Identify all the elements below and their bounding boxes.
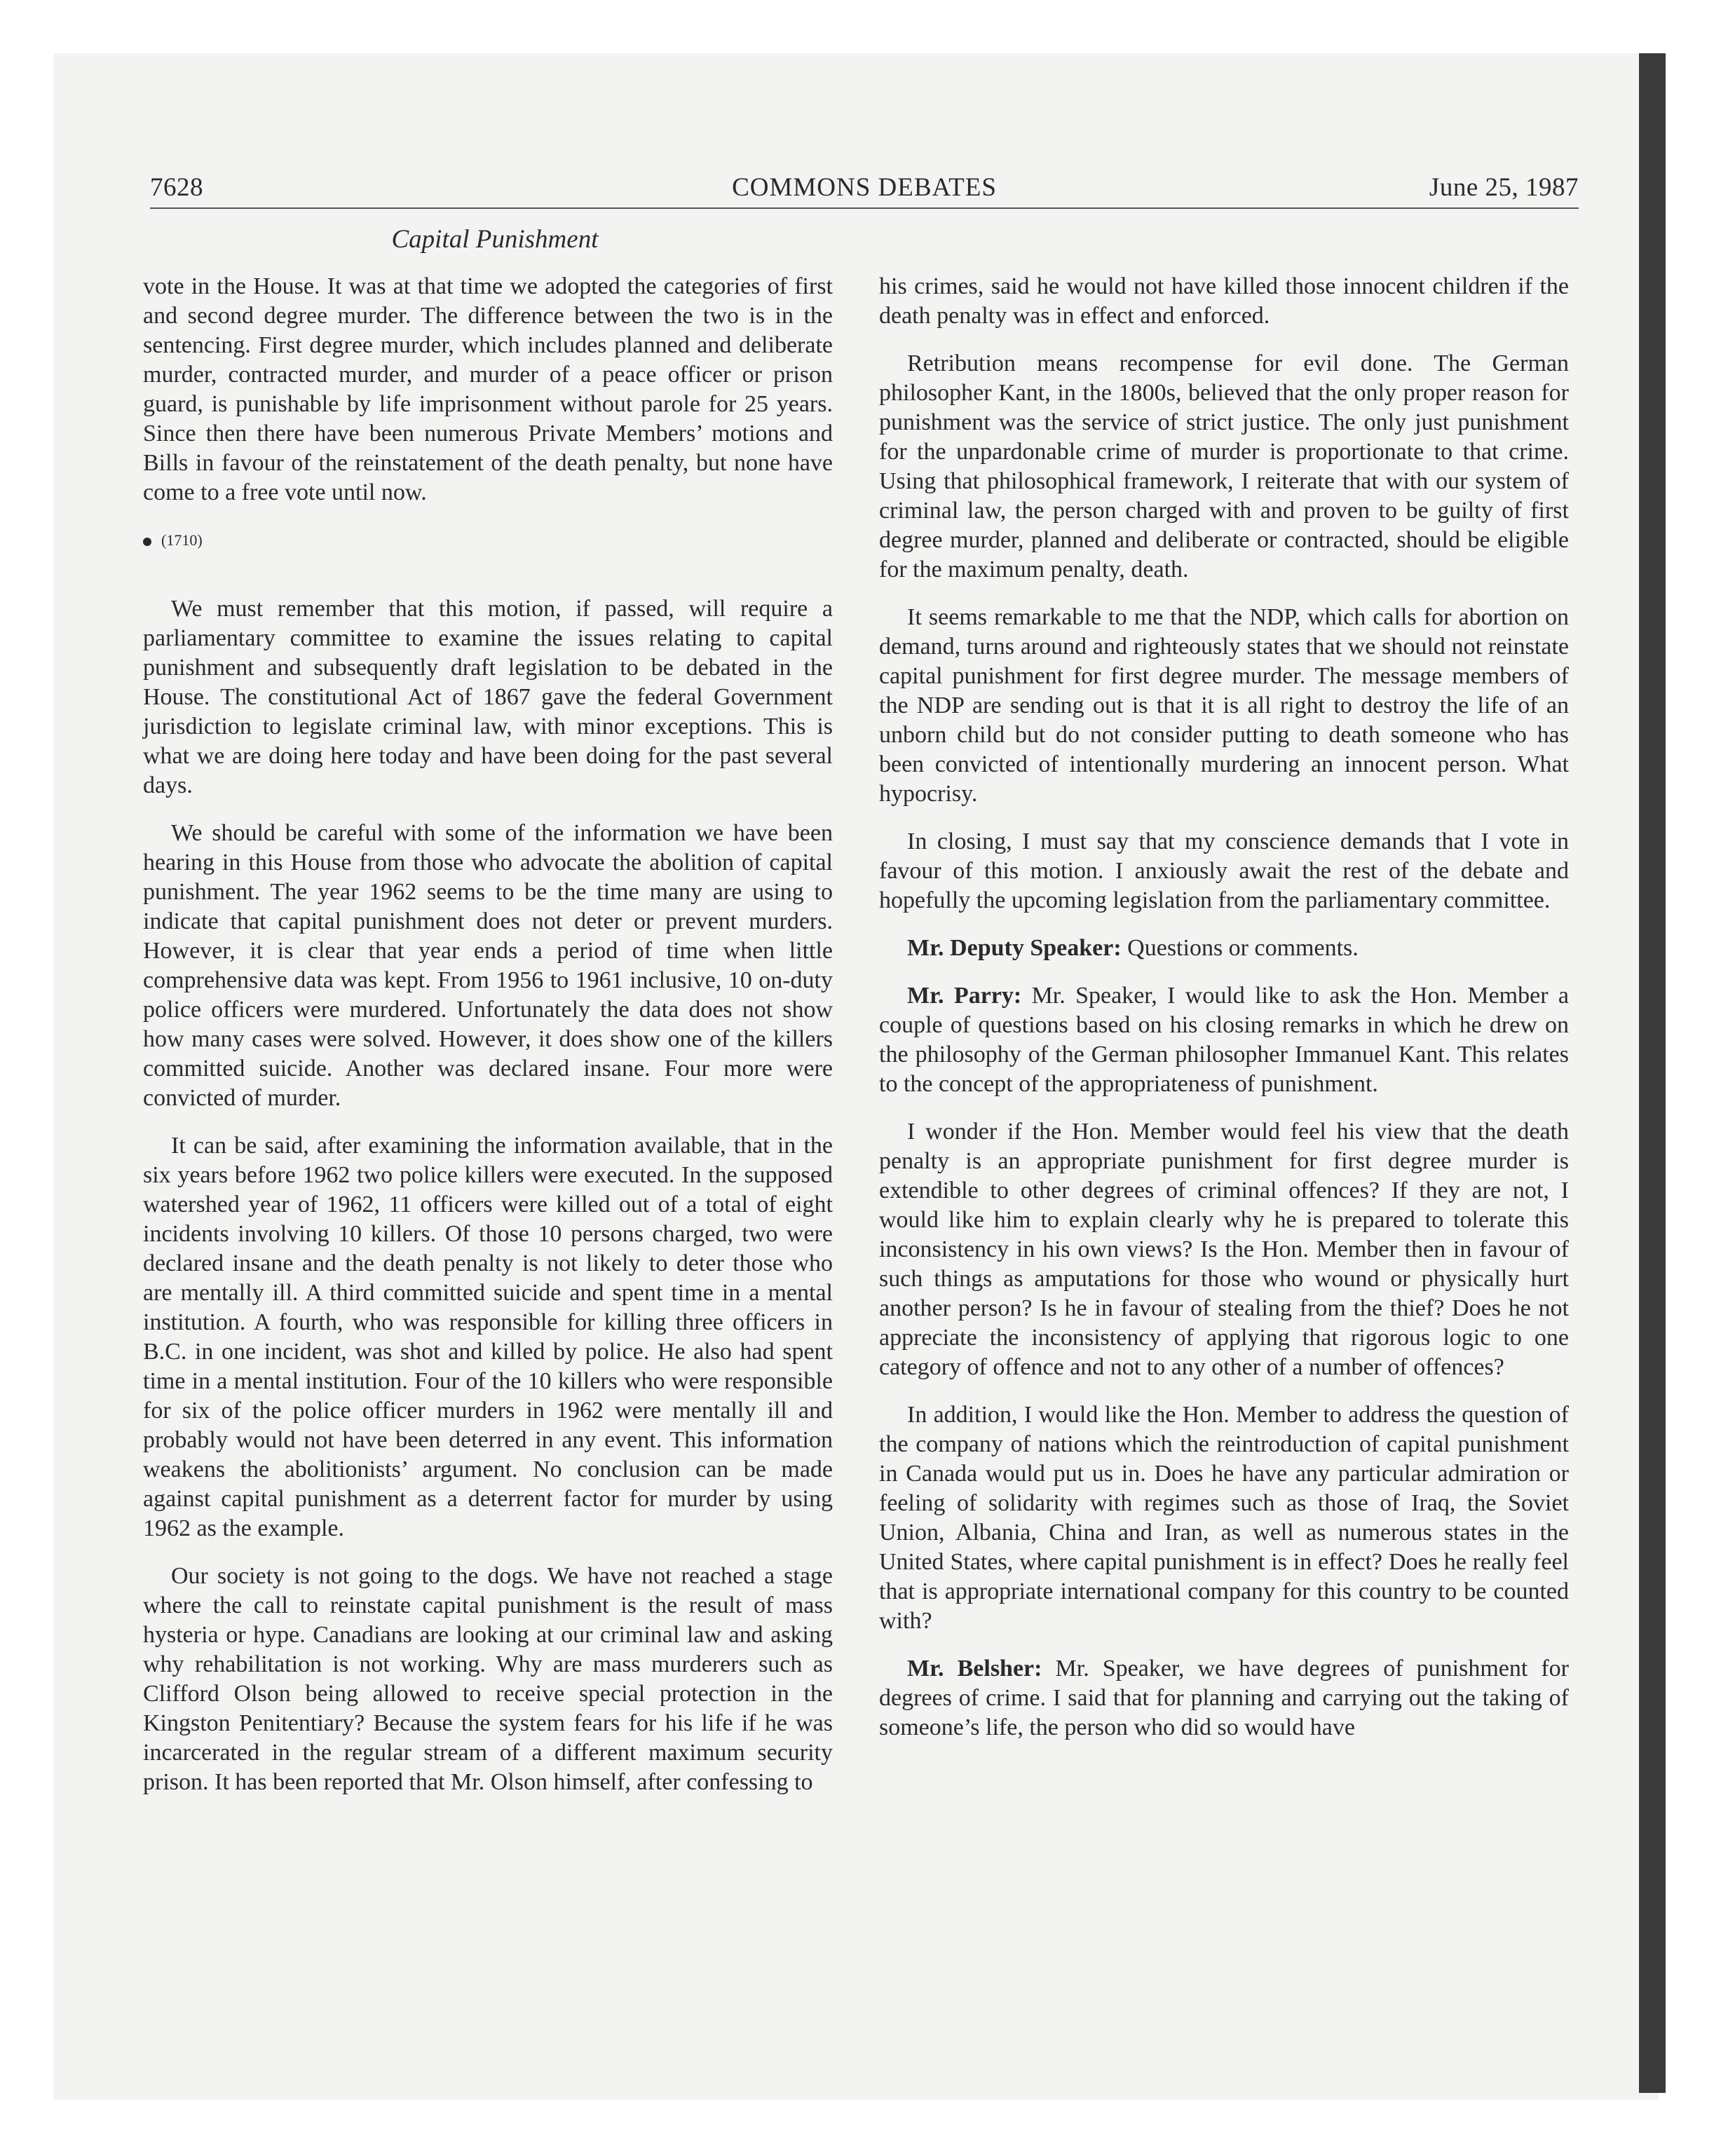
section-title: Capital Punishment xyxy=(391,225,599,254)
speech-paragraph xyxy=(879,1654,1569,1742)
speech-paragraph xyxy=(879,981,1569,1099)
paragraph: Our society is not going to the dogs. We have not reached a stage where the call to reinstate capital punishment is the result of mass hysteria or hype. Canadians are looking at our criminal law and asking why rehabilitation is not working. Why are mass murderers such as Clifford Olson being allowed to receive special protection in the Kingston Penitentiary? Because the system fears for his life if he was incarcerated in the regular stream of a different maximum security prison. It has been reported that Mr. Olson himself, after confessing to xyxy=(143,1563,833,1795)
speech-paragraph xyxy=(879,934,1569,963)
scan-edge-bar xyxy=(1639,53,1666,2093)
header-rule xyxy=(150,207,1579,209)
speech-text: Mr. Speaker, I would like to ask the Hon. Member a couple of questions based on his closing remarks in which he drew on the philosophy of the German philosopher Immanuel Kant. This relates to the concept of the appropriateness of punishment. xyxy=(879,983,1569,1097)
paragraph: Retribution means recompense for evil done. The German philosopher Kant, in the 1800s, believed that the only proper reason for punishment was the service of strict justice. The only just punishment for the unpardonable crime of murder is proportionate to that crime. Using that philosophical framework, I reiterate that with our system of criminal law, the person charged with and proven to be guilty of first degree murder, planned and deliberate or contracted, should be eligible for the maximum penalty, death. xyxy=(879,350,1569,582)
paragraph: his crimes, said he would not have killed those innocent children if the death penalty was in effect and enforced. xyxy=(879,273,1569,329)
bullet-icon xyxy=(143,538,151,546)
speech-text: Questions or comments. xyxy=(1121,935,1359,961)
paragraph: We should be careful with some of the information we have been hearing in this House from those who advocate the abolition of capital punishment. The year 1962 seems to be the time many are using to indicate that capital punishment does not deter or prevent murders. However, it is clear that year ends a period of time when little comprehensive data was kept. From 1956 to 1961 inclusive, 10 on-duty police officers were murdered. Unfortunately the data does not show how many cases were solved. However, it does show one of the killers committed suicide. Another was declared insane. Four more were convicted of murder. xyxy=(143,820,833,1111)
speech-text: Mr. Speaker, we have degrees of punishment for degrees of crime. I said that for planning and carrying out the taking of someone’s life, the person who did so would have xyxy=(879,1656,1570,1740)
left-column xyxy=(143,272,833,1815)
paragraph: I wonder if the Hon. Member would feel his view that the death penalty is an appropriate punishment for first degree murder is extendible to other degrees of criminal offences? If they are not, I would like him to explain clearly why he is prepared to tolerate this inconsistency in his own views? Is the Hon. Member then in favour of such things as amputations for those who wound or physically hurt another person? Is he in favour of stealing from the thief? Does he not appreciate the inconsistency of applying that rigorous logic to one category of offence and not to any other of a number of offences? xyxy=(879,1119,1569,1380)
speaker-name: Mr. Parry: xyxy=(907,983,1022,1009)
paragraph: vote in the House. It was at that time we adopted the categories of first and second degree murder. The difference between the two is in the sentencing. First degree murder, which includes planned and deliberate murder, contracted murder, and murder of a peace officer or prison guard, is punishable by life imprisonment without parole for 25 years. Since then there have been numerous Private Members’ motions and Bills in favour of the reinstatement of the death penalty, but none have come to a free vote until now. xyxy=(143,273,833,505)
paragraph: It can be said, after examining the information available, that in the six years before 1962 two police killers were executed. In the supposed watershed year of 1962, 11 officers were killed out of a total of eight incidents involving 10 killers. Of those 10 persons charged, two were declared insane and the death penalty is not likely to deter those who are mentally ill. A third committed suicide and spent time in a mental institution. A fourth, who was responsible for killing three officers in B.C. in one incident, was shot and killed by police. He also had spent time in a mental institution. Four of the 10 killers who were responsible for six of the police officer murders in 1962 were mentally ill and probably would not have been deterred in any event. This information weakens the abolitionists’ argument. No conclusion can be made against capital punishment as a deterrent factor for murder by using 1962 as the example. xyxy=(143,1133,833,1541)
time-marker xyxy=(143,526,833,576)
speaker-name: Mr. Belsher: xyxy=(907,1656,1042,1681)
paragraph: We must remember that this motion, if passed, will require a parliamentary committee to examine the issues relating to capital punishment and subsequently draft legislation to be debated in the House. The constitutional Act of 1867 gave the federal Government jurisdiction to legislate criminal law, with minor exceptions. This is what we are doing here today and have been doing for the past several days. xyxy=(143,596,833,798)
right-column xyxy=(879,272,1569,1761)
paragraph: In closing, I must say that my conscience demands that I vote in favour of this motion. I anxiously await the rest of the debate and hopefully the upcoming legislation from the parliamentary committee. xyxy=(879,828,1569,913)
page-number: 7628 xyxy=(150,173,203,202)
time-marker-label: (1710) xyxy=(161,531,203,549)
paragraph: It seems remarkable to me that the NDP, which calls for abortion on demand, turns around and righteously states that we should not reinstate capital punishment for first degree murder. The message members of the NDP are sending out is that it is all right to destroy the life of an unborn child but do not consider putting to death someone who has been convicted of intentionally murdering an innocent person. What hypocrisy. xyxy=(879,604,1569,807)
page-date: June 25, 1987 xyxy=(1429,173,1579,202)
speaker-name: Mr. Deputy Speaker: xyxy=(907,935,1122,961)
journal-title: COMMONS DEBATES xyxy=(732,173,997,202)
paragraph: In addition, I would like the Hon. Member to address the question of the company of nations which the reintroduction of capital punishment in Canada would put us in. Does he have any particular admiration or feeling of solidarity with regimes such as those of Iraq, the Soviet Union, Albania, China and Iran, as well as numerous states in the United States, where capital punishment is in effect? Does he really feel that is appropriate international company for this country to be counted with? xyxy=(879,1402,1569,1634)
page-header xyxy=(150,172,1579,207)
